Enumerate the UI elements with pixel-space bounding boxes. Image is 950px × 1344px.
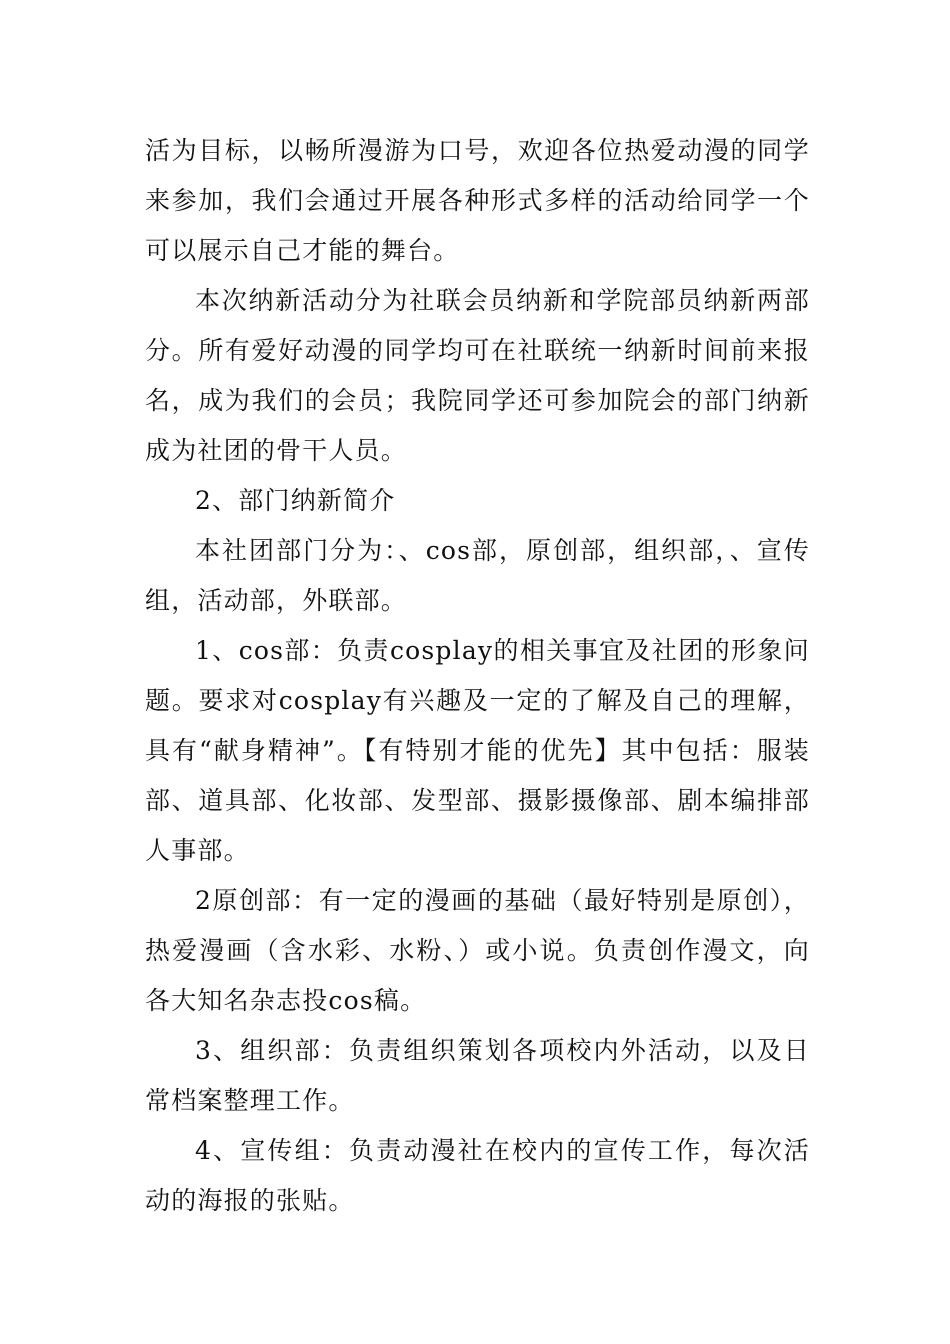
paragraph-recruitment-overview: 本次纳新活动分为社联会员纳新和学院部员纳新两部分。所有爱好动漫的同学均可在社联统一纳新时间前来报名，成为我们的会员；我院同学还可参加院会的部门纳新成为社团的骨干人员。 [145, 286, 810, 465]
paragraph-cos-department: 1、cos部：负责cosplay的相关事宜及社团的形象问题。要求对cosplay有兴趣及一定的了解及自己的理解，具有“献身精神”。【有特别才能的优先】其中包括：服装部、道具部、化妆部、发型部、摄影摄像部、剧本编排部人事部。 [145, 636, 810, 865]
document-body [145, 126, 810, 1226]
paragraph-department-list: 本社团部门分为：、cos部，原创部，组织部，、宣传组，活动部，外联部。 [145, 536, 810, 615]
paragraph-continued-intro: 活为目标，以畅所漫游为口号，欢迎各位热爱动漫的同学来参加，我们会通过开展各种形式多样的活动给同学一个可以展示自己才能的舞台。 [145, 136, 810, 265]
section-heading-department-intro: 2、部门纳新简介 [195, 486, 396, 515]
paragraph-organization-department: 3、组织部：负责组织策划各项校内外活动，以及日常档案整理工作。 [145, 1036, 810, 1115]
paragraph-original-department: 2原创部：有一定的漫画的基础（最好特别是原创），热爱漫画（含水彩、水粉、）或小说。负责创作漫文，向各大知名杂志投cos稿。 [145, 886, 810, 1015]
paragraph-publicity-group: 4、宣传组：负责动漫社在校内的宣传工作，每次活动的海报的张贴。 [145, 1136, 810, 1215]
